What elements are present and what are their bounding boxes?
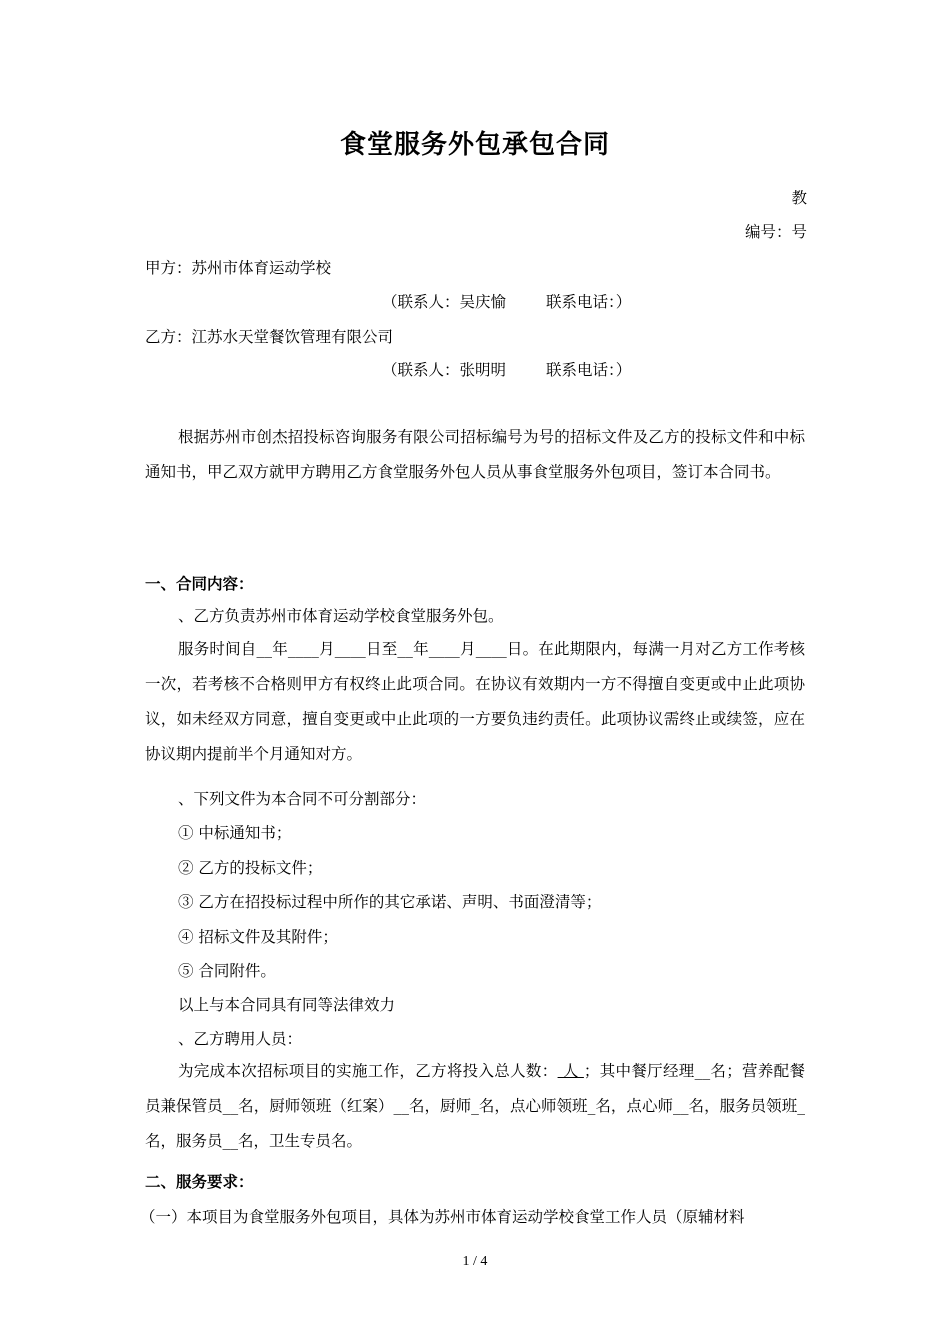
section-2-paragraph: （一）本项目为食堂服务外包项目，具体为苏州市体育运动学校食堂工作人员（原辅材料 — [140, 1208, 745, 1226]
party-b: 乙方：江苏水天堂餐饮管理有限公司 — [145, 328, 394, 346]
document-number: 编号：号 — [744, 223, 807, 241]
section-1-item-3: 、乙方聘用人员： — [178, 1030, 303, 1048]
legal-effect-note: 以上与本合同具有同等法律效力 — [178, 996, 396, 1014]
party-a: 甲方：苏州市体育运动学校 — [145, 259, 332, 277]
staff-intro: 为完成本次招标项目的实施工作，乙方将投入总人数： — [178, 1062, 558, 1080]
list-item: ④ 招标文件及其附件； — [178, 928, 338, 946]
section-1-heading: 一、合同内容： — [145, 575, 254, 593]
party-a-phone: 联系电话：） — [546, 293, 632, 311]
list-item: ③ 乙方在招投标过程中所作的其它承诺、声明、书面澄清等； — [178, 893, 602, 911]
staffing-paragraph — [145, 1054, 805, 1159]
list-item: ② 乙方的投标文件； — [178, 859, 323, 877]
list-item: ① 中标通知书； — [178, 824, 292, 842]
party-b-contact: （联系人：张明明 — [382, 361, 507, 379]
party-b-phone: 联系电话：） — [546, 361, 632, 379]
page-number: 1 / 4 — [462, 1254, 488, 1269]
section-1-item-1: 、乙方负责苏州市体育运动学校食堂服务外包。 — [178, 607, 504, 625]
corner-mark: 教 — [791, 189, 807, 207]
staff-total: 人 — [557, 1062, 584, 1080]
section-2-heading: 二、服务要求： — [145, 1173, 254, 1191]
list-item: ⑤ 合同附件。 — [178, 962, 276, 980]
party-b-contact-line — [382, 358, 631, 380]
service-period-paragraph: 服务时间自__年____月____日至__年____月____日。在此期限内，每满一月对乙方工作考核一次，若考核不合格则甲方有权终止此项合同。在协议有效期内一方不得擅自变更或中止此项协议，如未经双方同意，擅自变更或中止此项的一方要负违约责任。此项协议需终止或续签，应在协议期内提前半个月通知对方。 — [145, 640, 805, 763]
section-1-item-2: 、下列文件为本合同不可分割部分： — [178, 790, 427, 808]
party-a-contact: （联系人：吴庆愉 — [382, 293, 507, 311]
party-a-contact-line — [382, 290, 631, 312]
staff-breakdown: ；其中餐厅经理__名；营养配餐员兼保管员__名，厨师领班（红案）__名，厨师_名，点心师领班_名，点心师__名，服务员领班_名，服务员__名，卫生专员名。 — [145, 1062, 805, 1150]
intro-paragraph: 根据苏州市创杰招投标咨询服务有限公司招标编号为号的招标文件及乙方的投标文件和中标通知书，甲乙双方就甲方聘用乙方食堂服务外包人员从事食堂服务外包项目，签订本合同书。 — [145, 428, 805, 481]
page-title: 食堂服务外包承包合同 — [339, 130, 610, 160]
